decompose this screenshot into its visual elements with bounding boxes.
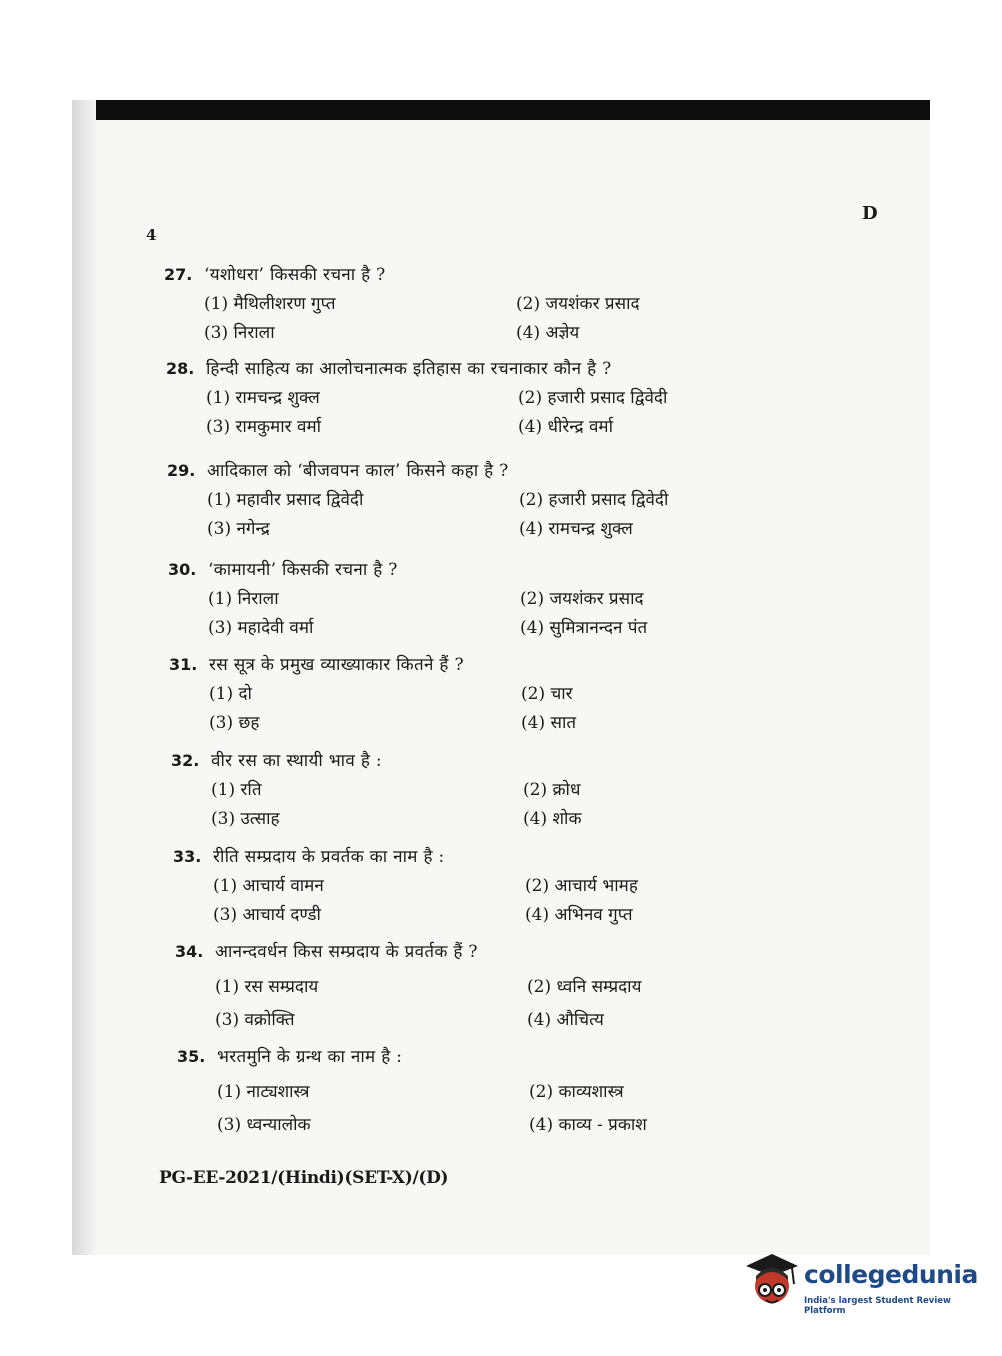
option-2: (2) आचार्य भामह [525, 876, 638, 896]
option-2: (2) जयशंकर प्रसाद [516, 294, 640, 314]
option-2: (2) हजारी प्रसाद द्विवेदी [518, 388, 668, 408]
question-32 [171, 748, 783, 829]
option-3: (3) नगेन्द्र [207, 519, 270, 539]
option-2: (2) क्रोध [523, 780, 581, 800]
question-number: 29. [167, 461, 196, 480]
option-1: (1) महावीर प्रसाद द्विवेदी [207, 490, 364, 510]
question-number: 32. [171, 751, 200, 770]
question-35 [177, 1044, 789, 1135]
question-number: 34. [175, 942, 204, 961]
question-30 [168, 557, 780, 638]
question-text: ‘यशोधरा’ किसकी रचना है ? [204, 265, 386, 285]
option-4: (4) धीरेन्द्र वर्मा [518, 417, 614, 437]
option-2: (2) हजारी प्रसाद द्विवेदी [519, 490, 669, 510]
question-number: 27. [164, 265, 193, 284]
question-number: 33. [173, 847, 202, 866]
scan-border-top [72, 100, 930, 120]
option-3: (3) छह [209, 713, 260, 733]
option-4: (4) सात [521, 713, 577, 733]
option-1: (1) आचार्य वामन [213, 876, 324, 896]
option-3: (3) आचार्य दण्डी [213, 905, 321, 925]
option-3: (3) ध्वन्यालोक [217, 1115, 311, 1135]
option-3: (3) उत्साह [211, 809, 280, 829]
option-3: (3) महादेवी वर्मा [208, 618, 314, 638]
option-1: (1) निराला [208, 589, 279, 609]
question-29 [167, 458, 779, 539]
question-number: 30. [168, 560, 197, 579]
question-31 [169, 652, 781, 733]
option-3: (3) रामकुमार वर्मा [206, 417, 322, 437]
brand-name: collegedunia [804, 1260, 978, 1289]
option-4: (4) औचित्य [527, 1010, 604, 1030]
student-mascot-icon [742, 1250, 804, 1316]
option-2: (2) ध्वनि सम्प्रदाय [527, 977, 642, 997]
brand-tagline: India's largest Student Review Platform [804, 1296, 951, 1316]
question-number: 28. [166, 359, 195, 378]
option-4: (4) सुमित्रानन्दन पंत [520, 618, 648, 638]
scan-border-left [72, 100, 96, 1255]
option-3: (3) वक्रोक्ति [215, 1010, 295, 1030]
set-letter: D [862, 203, 878, 224]
option-4: (4) अज्ञेय [516, 323, 580, 343]
option-1: (1) रति [211, 780, 262, 800]
page-number: 4 [146, 226, 157, 244]
question-34 [175, 939, 787, 1030]
question-text: हिन्दी साहित्य का आलोचनात्मक इतिहास का रचनाकार कौन है ? [206, 359, 612, 379]
paper-code: PG-EE-2021/(Hindi)(SET-X)/(D) [159, 1168, 449, 1188]
option-1: (1) मैथिलीशरण गुप्त [204, 294, 336, 314]
option-2: (2) काव्यशास्त्र [529, 1082, 624, 1102]
collegedunia-logo[interactable] [742, 1250, 978, 1320]
option-4: (4) रामचन्द्र शुक्ल [519, 519, 633, 539]
option-1: (1) नाट्यशास्त्र [217, 1082, 310, 1102]
question-text: भरतमुनि के ग्रन्थ का नाम है : [217, 1047, 403, 1067]
option-1: (1) दो [209, 684, 252, 704]
question-text: आनन्दवर्धन किस सम्प्रदाय के प्रवर्तक हैं ? [215, 942, 478, 962]
option-1: (1) रस सम्प्रदाय [215, 977, 319, 997]
question-33 [173, 844, 785, 925]
option-2: (2) जयशंकर प्रसाद [520, 589, 644, 609]
option-4: (4) शोक [523, 809, 582, 829]
question-number: 35. [177, 1047, 206, 1066]
option-4: (4) काव्य - प्रकाश [529, 1115, 647, 1135]
question-text: ‘कामायनी’ किसकी रचना है ? [208, 560, 398, 580]
option-1: (1) रामचन्द्र शुक्ल [206, 388, 320, 408]
option-4: (4) अभिनव गुप्त [525, 905, 633, 925]
question-text: रीति सम्प्रदाय के प्रवर्तक का नाम है : [213, 847, 445, 867]
question-text: रस सूत्र के प्रमुख व्याख्याकार कितने हैं ? [209, 655, 464, 675]
option-3: (3) निराला [204, 323, 275, 343]
question-27 [164, 262, 776, 343]
question-number: 31. [169, 655, 198, 674]
question-28 [166, 356, 778, 437]
question-text: वीर रस का स्थायी भाव है : [211, 751, 382, 771]
question-text: आदिकाल को ‘बीजवपन काल’ किसने कहा है ? [207, 461, 509, 481]
option-2: (2) चार [521, 684, 573, 704]
